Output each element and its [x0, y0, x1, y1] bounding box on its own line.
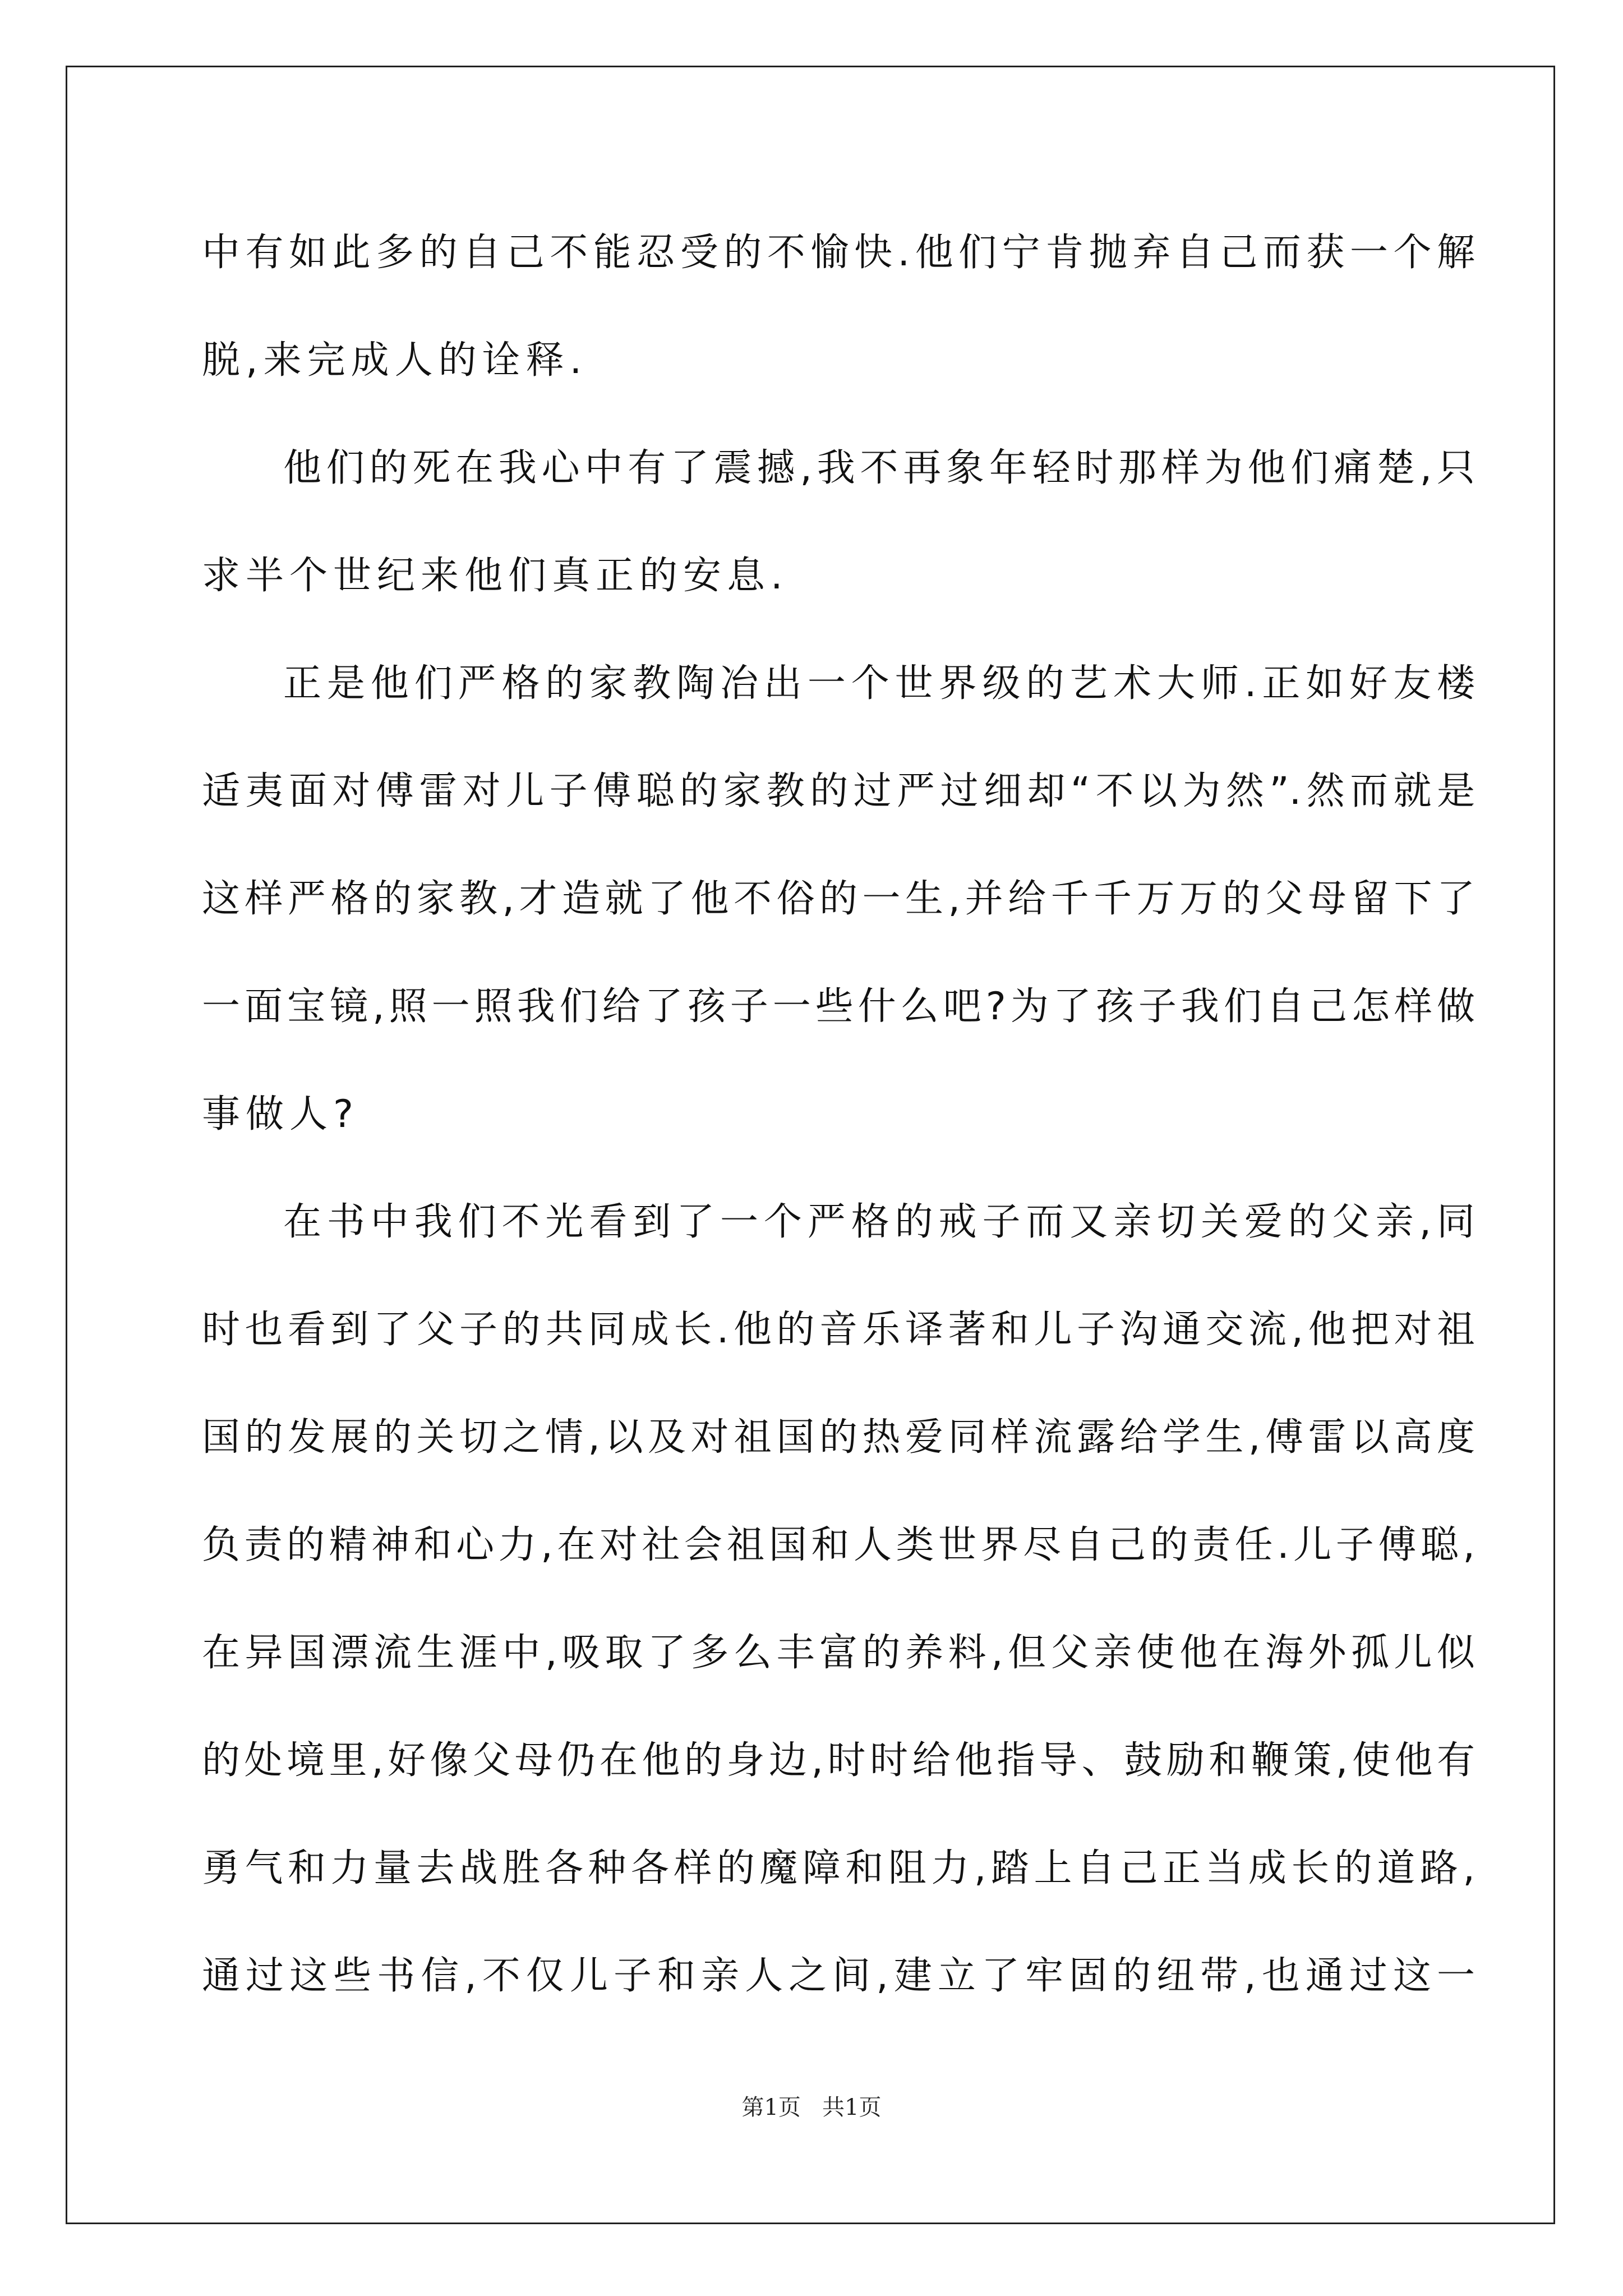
text-line: 这样严格的家教,才造就了他不俗的一生,并给千千万万的父母留下了	[202, 877, 1475, 921]
text-line: 国的发展的关切之情,以及对祖国的热爱同样流露给学生,傅雷以高度	[202, 1415, 1475, 1460]
document-body	[202, 199, 1475, 2030]
text-line: 求半个世纪来他们真正的安息.	[202, 554, 789, 598]
text-line: 正是他们严格的家教陶冶出一个世界级的艺术大师.正如好友楼	[283, 661, 1475, 706]
text-line: 适夷面对傅雷对儿子傅聪的家教的过严过细却“不以为然”.然而就是	[202, 769, 1475, 813]
text-line: 脱,来完成人的诠释.	[202, 338, 588, 383]
text-line: 的处境里,好像父母仍在他的身边,时时给他指导、鼓励和鞭策,使他有	[202, 1738, 1475, 1783]
text-line: 时也看到了父子的共同成长.他的音乐译著和儿子沟通交流,他把对祖	[202, 1308, 1475, 1352]
text-line: 在书中我们不光看到了一个严格的戒子而又亲切关爱的父亲,同	[283, 1200, 1475, 1244]
text-line: 负责的精神和心力,在对社会祖国和人类世界尽自己的责任.儿子傅聪,	[202, 1523, 1475, 1567]
text-line: 他们的死在我心中有了震撼,我不再象年轻时那样为他们痛楚,只	[283, 446, 1475, 490]
text-line: 事做人?	[202, 1092, 359, 1137]
text-line: 在异国漂流生涯中,吸取了多么丰富的养料,但父亲使他在海外孤儿似	[202, 1631, 1475, 1675]
text-line: 通过这些书信,不仅儿子和亲人之间,建立了牢固的纽带,也通过这一	[202, 1954, 1475, 1998]
text-line: 勇气和力量去战胜各种各样的魔障和阻力,踏上自己正当成长的道路,	[202, 1846, 1475, 1890]
page-number-footer: 第1页 共1页	[741, 2095, 882, 2120]
text-line: 中有如此多的自己不能忍受的不愉快.他们宁肯抛弃自己而获一个解	[202, 231, 1475, 275]
text-line: 一面宝镜,照一照我们给了孩子一些什么吧?为了孩子我们自己怎样做	[202, 984, 1475, 1029]
